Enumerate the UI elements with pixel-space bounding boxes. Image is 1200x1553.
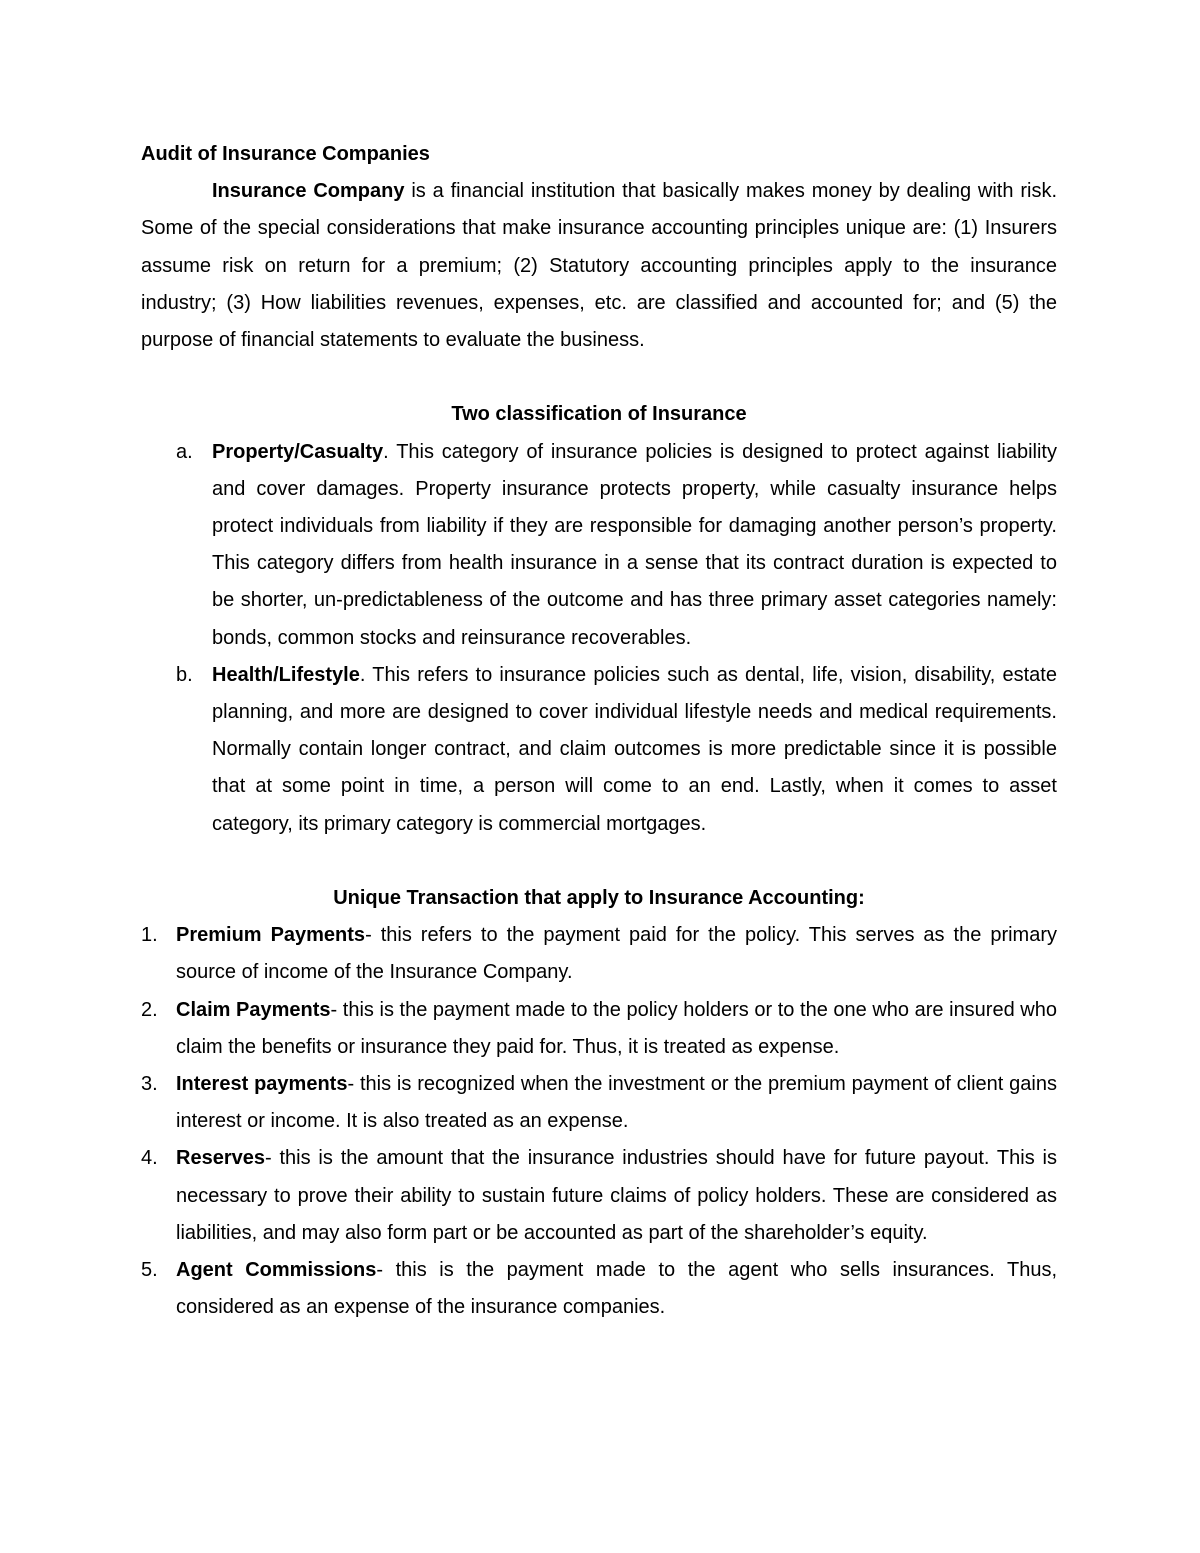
- list-marker: b.: [176, 663, 193, 686]
- list-marker: 2.: [141, 998, 158, 1021]
- classification-list: [141, 434, 1057, 843]
- list-item-term: Reserves: [176, 1147, 265, 1170]
- spacer: [141, 843, 1057, 880]
- list-marker: 1.: [141, 924, 158, 947]
- list-item: [141, 1252, 1057, 1326]
- list-item-text: . This category of insurance policies is designed to protect against liability and cover damages. Property insurance protects property, while casualty insurance helps protect individuals from liability if they are responsible for damaging another person’s property. This category differs from health insurance in a sense that its contract duration is expected to be shorter, un-predictableness of the outcome and has three primary asset categories namely: bonds, common stocks and reinsurance recoverables.: [212, 440, 1057, 649]
- list-item-term: Premium Payments: [176, 924, 366, 947]
- list-item-text: - this refers to the payment paid for the policy. This serves as the primary source of income of the Insurance Company.: [176, 924, 1057, 984]
- intro-term: Insurance Company: [212, 180, 405, 203]
- transactions-heading: Unique Transaction that apply to Insurance Accounting:: [333, 887, 865, 910]
- list-item-text: - this is the amount that the insurance industries should have for future payout. This is necessary to prove their ability to sustain future claims of policy holders. These are considered as liabilities, and may also form part or be accounted as part of the shareholder’s equity.: [176, 1147, 1057, 1244]
- transactions-list: [141, 917, 1057, 1326]
- list-item: [141, 917, 1057, 991]
- list-marker: a.: [176, 440, 193, 463]
- list-item-term: Agent Commissions: [176, 1259, 377, 1282]
- document-title: Audit of Insurance Companies: [141, 143, 430, 165]
- list-item-term: Interest payments: [176, 1073, 348, 1096]
- list-item-text: - this is the payment made to the policy holders or to the one who are insured who claim the benefits or insurance they paid for. Thus, it is treated as expense.: [176, 998, 1057, 1058]
- list-item: [141, 992, 1057, 1066]
- list-marker: 5.: [141, 1259, 158, 1282]
- classification-heading: Two classification of Insurance: [451, 403, 747, 426]
- list-item-text: - this is the payment made to the agent who sells insurances. Thus, considered as an expense of the insurance companies.: [176, 1259, 1058, 1319]
- list-item: [141, 1140, 1057, 1252]
- list-item-term: Claim Payments: [176, 998, 331, 1021]
- list-marker: 4.: [141, 1147, 158, 1170]
- list-item: [141, 1066, 1057, 1140]
- list-item-text: - this is recognized when the investment or the premium payment of client gains interest or income. It is also treated as an expense.: [176, 1073, 1057, 1133]
- list-marker: 3.: [141, 1073, 158, 1096]
- document-body: [141, 136, 1057, 1326]
- list-item: [141, 657, 1057, 843]
- spacer: [141, 359, 1057, 396]
- intro-text: is a financial institution that basically makes money by dealing with risk. Some of the special considerations that make insurance accounting principles unique are: (1) Insurers assume risk on return for a premium; (2) Statutory accounting principles apply to the insurance industry; (3) How liabilities revenues, expenses, etc. are classified and accounted for; and (5) the purpose of financial statements to evaluate the business.: [141, 180, 1057, 352]
- list-item: [141, 434, 1057, 657]
- list-item-term: Property/Casualty: [212, 440, 384, 463]
- list-item-term: Health/Lifestyle: [212, 663, 360, 686]
- intro-paragraph: [141, 173, 1057, 359]
- list-item-text: . This refers to insurance policies such as dental, life, vision, disability, estate planning, and more are designed to cover individual lifestyle needs and medical requirements. Normally contain longer contract, and claim outcomes is more predictable since it is possible that at some point in time, a person will come to an end. Lastly, when it comes to asset category, its primary category is commercial mortgages.: [212, 663, 1057, 835]
